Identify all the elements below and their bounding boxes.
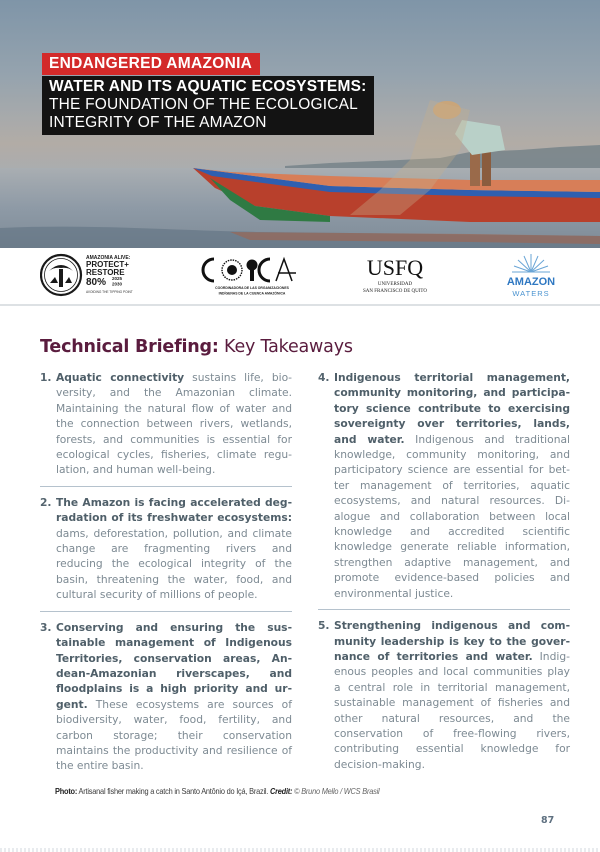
usfq-emblem (352, 253, 438, 299)
takeaway-lead: The Amazon is facing accelerated degradation of its freshwater ecosystems: (56, 495, 292, 525)
takeaway-number: 2. (40, 495, 52, 509)
takeaway-text (56, 620, 292, 774)
logo-strip-divider (0, 304, 600, 306)
logo-text: AVOIDING THE TIPPING POINT (86, 290, 133, 294)
takeaway-number: 1. (40, 371, 52, 384)
takeaway-text (56, 370, 292, 478)
partner-logos (0, 248, 600, 304)
logo-amazonia-alive (40, 252, 165, 304)
logo-text: SAN FRANCISCO DE QUITO (363, 289, 427, 294)
section-title-bold: Technical Briefing: (40, 337, 219, 357)
section-title-rest: Key Takeaways (218, 337, 353, 357)
photo-label: Photo: (55, 786, 78, 796)
credit-text: © Bruno Mello / WCS Brasil (292, 786, 380, 796)
headline-line: WATER AND ITS AQUATIC ECOSYSTEMS: (49, 78, 367, 95)
headline-line: INTEGRITY OF THE AMAZON (49, 114, 267, 131)
photo-description: Artisanal fisher making a catch in Santo Antônio do Içá, Brazil. (77, 786, 270, 796)
takeaway-text (56, 495, 292, 603)
takeaway-number: 3. (40, 620, 52, 634)
takeaway-number: 5. (318, 619, 330, 633)
takeaway-item (318, 618, 570, 780)
hero-photo (0, 0, 600, 248)
logo-text: INDÍGENAS DE LA CUENCA AMAZÓNICA (218, 291, 286, 296)
takeaway-text (334, 618, 570, 772)
logo-text: 80% (86, 277, 107, 288)
amazon-waters-emblem (494, 251, 568, 301)
report-headline (42, 76, 374, 135)
takeaway-text (334, 370, 570, 601)
logo-text: PROTECT+ (86, 260, 129, 269)
logo-text: AMAZON (506, 276, 556, 288)
takeaway-lead: Strengthening indigenous and community leadership is key to the governance of territories and water. (334, 619, 570, 663)
coica-emblem (200, 253, 304, 299)
logo-text: WATERS (512, 289, 550, 298)
takeaway-lead: Conserving and ensuring the sustainable management of Indigenous Territories, conservation areas, Andean-Amazonian riverscapes, and floodplains is a high priority and urgent. (56, 620, 292, 711)
logo-text: RESTORE (86, 268, 125, 277)
photo-caption (55, 786, 379, 796)
logo-coica (200, 253, 304, 303)
logo-text: AMAZONIA ALIVE: (86, 255, 131, 261)
logo-text: COORDINADORA DE LAS ORGANIZACIONES (215, 286, 289, 290)
takeaway-body: dams, deforestation, pollution, and climate change are fragmenting rivers and reducing the ecological integrity of the basin, threatening the water, food, and cultural security of millions of people. (56, 526, 292, 602)
logo-text: 2025 (112, 276, 123, 281)
takeaway-number: 4. (318, 371, 330, 384)
logo-amazon-waters (494, 251, 568, 305)
takeaway-lead: Indigenous territorial management, community monitoring, and participatory science contribute to exercising sovereignty over territories, lands, and water. (334, 371, 570, 446)
logo-text: USFQ (366, 255, 424, 280)
takeaway-item (318, 370, 570, 610)
amazonia-alive-emblem (40, 252, 165, 300)
series-kicker: ENDANGERED AMAZONIA (42, 53, 260, 75)
fisher-leg (482, 150, 491, 186)
credit-label: Credit: (269, 786, 293, 796)
takeaway-item (40, 370, 292, 487)
page-number: 87 (541, 815, 555, 826)
page-bottom-edge (0, 848, 600, 852)
takeaways-column-right (318, 370, 570, 788)
takeaway-body: Indigenous peoples and local communities play a central role in territorial management, sustainable management of fisheries and other natural resources, and the conservation of free-flowing rivers, contributing essential knowledge for decision-making. (334, 649, 570, 771)
takeaway-item (40, 620, 292, 782)
section-title (40, 337, 353, 357)
takeaway-item (40, 495, 292, 612)
logo-text: 2030 (112, 281, 123, 287)
logo-text: UNIVERSIDAD (377, 282, 413, 287)
takeaway-lead: Aquatic connectivity (56, 371, 185, 384)
takeaway-body: sustains life, bioversity, and the Amazonian climate. Maintaining the natural flow of water and the connection between rivers, wetlands, forests, and communities is essential for ecological cycles, fisheries, climate regulation, and human well-being. (56, 371, 292, 477)
takeaway-body: These ecosystems are sources of biodiversity, water, food, fertility, and carbon storage; their conservation maintains the productivity and resilience of the entire basin. (56, 697, 292, 773)
takeaway-body: Indigenous and traditional knowledge, community monitoring, and participatory science are essential for better management of territories, aquatic ecosystems, and natural resources. Dialogue and collaboration between local knowledge and accredited scientific knowledge generate reliable information, strengthen adaptive management, and promote evidence-based policies and environmental justice. (334, 432, 570, 600)
fisher-legs (470, 150, 480, 186)
headline-line: THE FOUNDATION OF THE ECOLOGICAL (49, 96, 358, 113)
hero-title-block (42, 53, 374, 135)
logo-usfq (352, 253, 438, 303)
takeaways-column-left (40, 370, 292, 790)
